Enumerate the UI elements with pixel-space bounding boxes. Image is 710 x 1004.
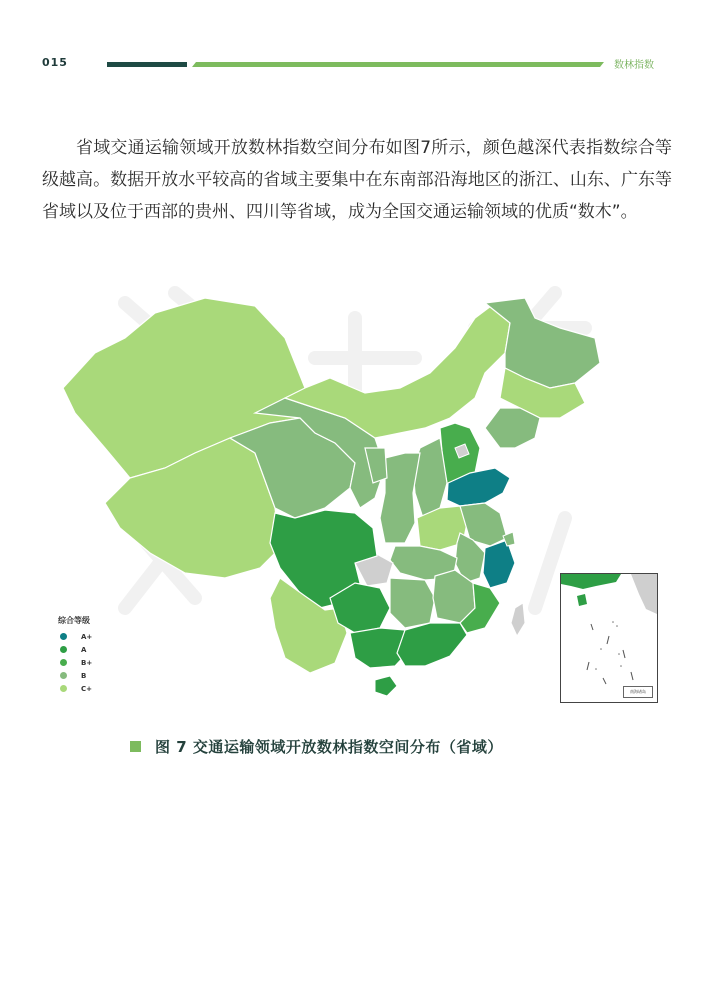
figure-caption — [130, 736, 503, 757]
legend-dot — [60, 685, 67, 692]
province-guangdong — [397, 623, 467, 666]
legend-label: B+ — [81, 658, 93, 667]
inset-label: 南海诸岛 — [623, 686, 653, 698]
province-hainan — [375, 676, 397, 696]
header-dark-bar — [107, 62, 187, 67]
province-liaoning — [485, 408, 540, 448]
province-taiwan — [511, 603, 525, 636]
inset-dots — [595, 621, 622, 670]
inset-svg — [561, 574, 657, 702]
caption-marker — [130, 741, 141, 752]
page-header — [0, 56, 710, 76]
legend-item-b-plus — [58, 656, 92, 669]
caption-text: 图 7 交通运输领域开放数林指数空间分布（省域） — [155, 738, 503, 756]
legend-label: C+ — [81, 684, 93, 693]
legend-item-c-plus — [58, 682, 92, 695]
legend-label: B — [81, 671, 87, 680]
body-paragraph: 省域交通运输领域开放数林指数空间分布如图7所示，颜色越深代表指数综合等级越高。数据开放水平较高的省域主要集中在东南部沿海地区的浙江、山东、广东等省域以及位于西部的贵州、四川等省域，成为全国交通运输领域的优质“数木”。 — [42, 138, 672, 222]
inset-hainan — [577, 594, 587, 606]
legend-title: 综合等级 — [58, 616, 90, 625]
legend-label: A+ — [81, 632, 93, 641]
inset-land — [561, 574, 621, 589]
province-hunan — [390, 578, 435, 628]
legend-dot — [60, 633, 67, 640]
legend-dot — [60, 672, 67, 679]
page-number: 015 — [42, 56, 68, 69]
legend-dot — [60, 646, 67, 653]
legend-label: A — [81, 645, 87, 654]
province-zhejiang — [483, 540, 515, 588]
south-china-sea-inset — [560, 573, 658, 703]
legend-item-b — [58, 669, 92, 682]
province-shanxi — [413, 438, 447, 518]
section-title: 数林指数 — [614, 60, 654, 71]
legend-item-a-plus — [58, 630, 92, 643]
header-green-bar — [192, 62, 604, 67]
legend-dot — [60, 659, 67, 666]
map-legend — [58, 615, 92, 695]
inset-islands — [587, 624, 633, 684]
legend-item-a — [58, 643, 92, 656]
inset-coast — [631, 574, 657, 614]
